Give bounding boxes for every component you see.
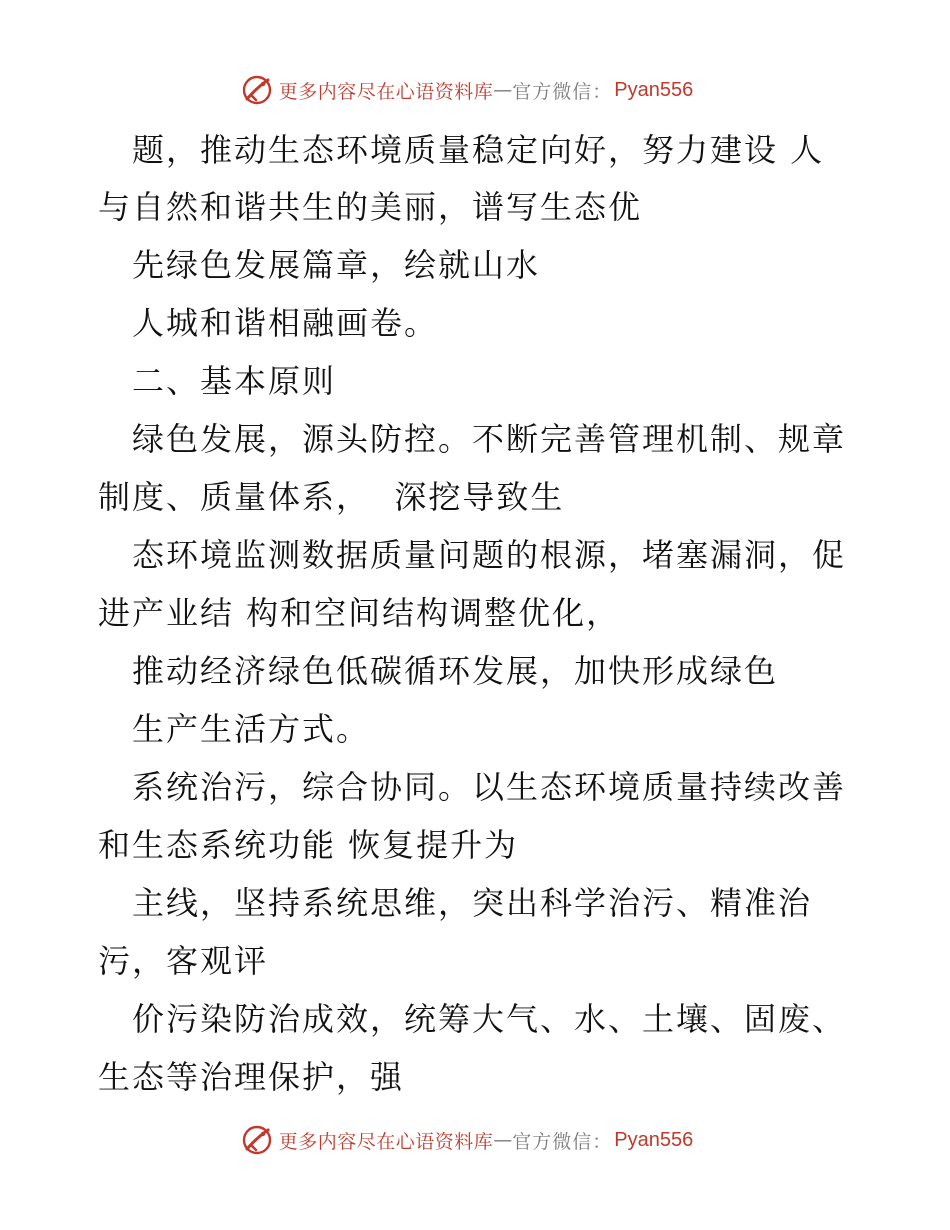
- pen-logo-icon: [241, 1124, 273, 1156]
- body-line: 价污染防治成效，统筹大气、水、土壤、固废、: [98, 1000, 847, 1038]
- header-contact-label: 官方微信：: [512, 80, 613, 103]
- body-line: 先绿色发展篇章，绘就山水: [98, 246, 541, 284]
- body-line: 态环境监测数据质量问题的根源，堵塞漏洞，促: [98, 536, 847, 574]
- body-line: 制度、质量体系， 深挖导致生: [98, 478, 565, 516]
- body-line: 进产业结 构和空间结构调整优化，: [98, 594, 621, 632]
- body-line: 推动经济绿色低碳循环发展，加快形成绿色: [98, 652, 779, 690]
- footer-banner: [0, 1120, 950, 1160]
- body-line: 生产生活方式。: [98, 710, 371, 748]
- body-line: 人城和谐相融画卷。: [98, 304, 439, 342]
- header-separator: —: [493, 79, 513, 101]
- header-brand-text: 更多内容尽在心语资料库: [278, 80, 494, 103]
- header-contact-id: Pyan556: [614, 78, 694, 101]
- footer-contact-label: 官方微信：: [512, 1130, 613, 1153]
- body-line: 生态等治理保护，强: [98, 1058, 405, 1096]
- section-heading: 二、基本原则: [98, 362, 337, 400]
- body-line: 系统治污，综合协同。以生态环境质量持续改善: [98, 768, 847, 806]
- footer-brand-text: 更多内容尽在心语资料库: [278, 1130, 494, 1153]
- body-line: 主线，坚持系统思维，突出科学治污、精准治: [98, 884, 813, 922]
- body-line: 题，推动生态环境质量稳定向好，努力建设 人: [98, 131, 825, 169]
- body-line: 绿色发展，源头防控。不断完善管理机制、规章: [98, 420, 847, 458]
- body-line: 和生态系统功能 恢复提升为: [98, 826, 519, 864]
- footer-contact-id: Pyan556: [614, 1128, 694, 1151]
- footer-banner-inner: [241, 1124, 694, 1156]
- footer-separator: —: [493, 1129, 513, 1151]
- body-line: 与自然和谐共生的美丽，谱写生态优: [98, 188, 643, 226]
- body-line: 污，客观评: [98, 942, 269, 980]
